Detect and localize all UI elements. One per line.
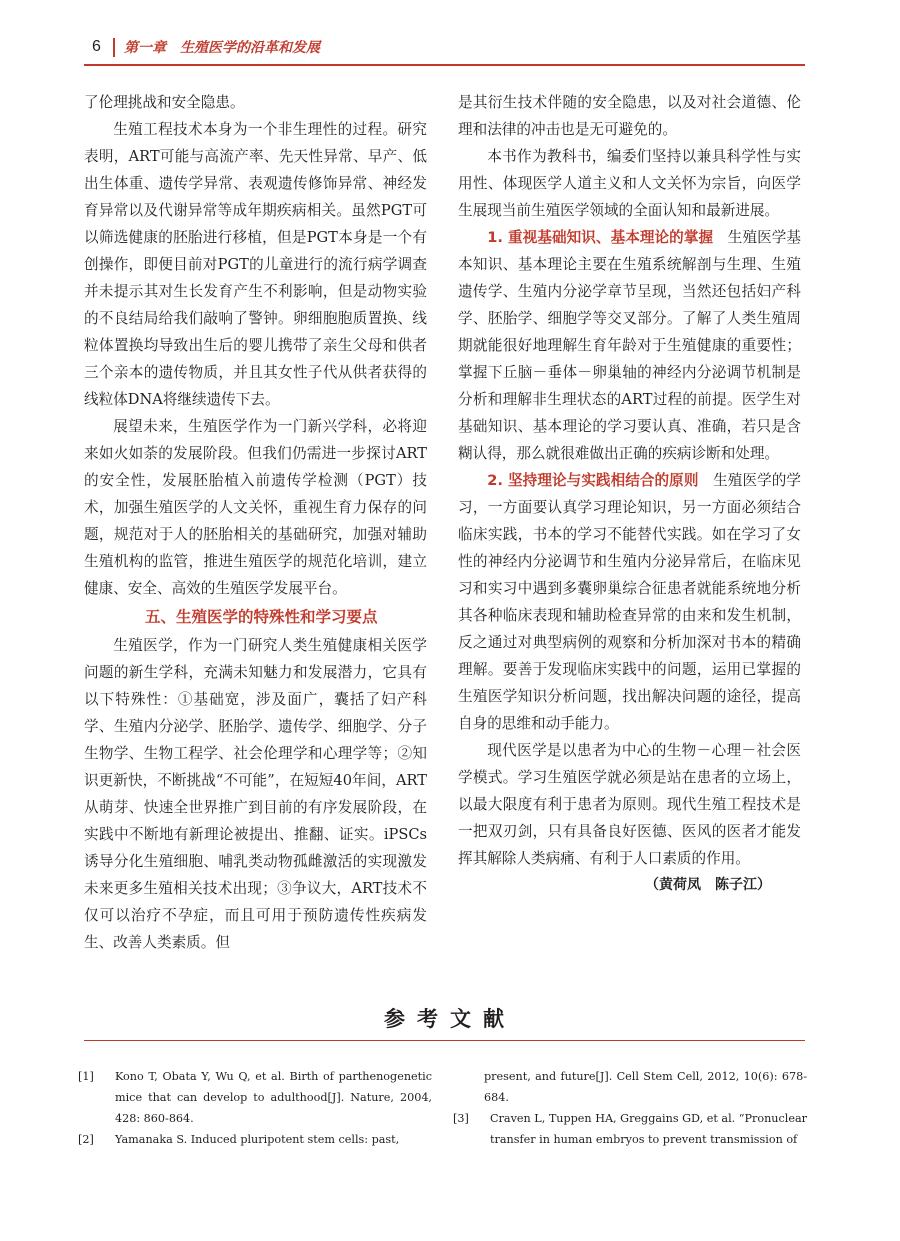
reference-number: [3]	[453, 1112, 469, 1125]
paragraph	[458, 467, 801, 737]
references-left	[78, 1066, 432, 1150]
references-right	[453, 1066, 807, 1150]
paragraph: 是其衍生技术伴随的安全隐患，以及对社会道德、伦理和法律的冲击也是无可避免的。	[458, 94, 801, 138]
reference-item	[453, 1108, 807, 1150]
reference-continuation: present, and future[J]. Cell Stem Cell, 2012, 10(6): 678-684.	[484, 1070, 807, 1104]
section-heading: 五、生殖医学的特殊性和学习要点	[145, 608, 378, 626]
point-text: 生殖医学基本知识、基本理论主要在生殖系统解剖与生理、生殖遗传学、生殖内分泌学章节呈现，当然还包括妇产科学、胚胎学、细胞学等交叉部分。了解了人类生殖周期就能很好地理解生育年龄对于生殖健康的重要性；掌握下丘脑－垂体－卵巢轴的神经内分泌调节机制是分析和理解非生理状态的ART过程的前提。医学生对基础知识、基本理论的学习要认真、准确，若只是含糊认得，那么就很难做出正确的疾病诊断和处理。	[458, 229, 801, 462]
paragraph: 生殖医学，作为一门研究人类生殖健康相关医学问题的新生学科，充满未知魅力和发展潜力，它具有以下特殊性：①基础宽，涉及面广，囊括了妇产科学、生殖内分泌学、胚胎学、遗传学、细胞学、分子生物学、生物工程学、社会伦理学和心理学等；②知识更新快，不断挑战“不可能”，在短短40年间，ART从萌芽、快速全世界推广到目前的有序发展阶段，在实践中不断地有新理论被提出、推翻、证实。iPSCs诱导分化生殖细胞、哺乳类动物孤雌激活的实现激发未来更多生殖相关技术出现；③争议大，ART技术不仅可以治疗不孕症，而且可用于预防遗传性疾病发生、改善人类素质。但	[84, 637, 427, 951]
paragraph: 本书作为教科书，编委们坚持以兼具科学性与实用性、体现医学人道主义和人文关怀为宗旨，向医学生展现当前生殖医学领域的全面认知和最新进展。	[458, 148, 801, 219]
point-heading: 1. 重视基础知识、基本理论的掌握	[487, 229, 714, 246]
reference-item	[78, 1066, 432, 1129]
reference-number: [2]	[78, 1133, 94, 1146]
reference-text: Craven L, Tuppen HA, Greggains GD, et al. “Pronuclear transfer in human embryos to prevent transmission of	[490, 1112, 807, 1146]
references-heading: 参考文献	[384, 1007, 516, 1031]
paragraph: 生殖工程技术本身为一个非生理性的过程。研究表明，ART可能与高流产率、先天性异常、早产、低出生体重、遗传学异常、表观遗传修饰异常、神经发育异常以及代谢异常等成年期疾病相关。虽然PGT可以筛选健康的胚胎进行移植，但是PGT本身是一个有创操作，即便目前对PGT的儿童进行的流行病学调查并未提示其对生长发育产生不利影响，但是动物实验的不良结局给我们敲响了警钟。卵细胞胞质置换、线粒体置换均导致出生后的婴儿携带了亲生父母和供者三个亲本的遗传物质，并且其女性子代从供者获得的线粒体DNA将继续遗传下去。	[84, 121, 427, 408]
chapter-title: 第一章 生殖医学的沿革和发展	[124, 40, 320, 56]
reference-text: Kono T, Obata Y, Wu Q, et al. Birth of parthenogenetic mice that can develop to adulthood[J]. Nature, 2004, 428: 860-864.	[115, 1070, 432, 1125]
reference-number: [1]	[78, 1070, 94, 1083]
header-rule	[84, 64, 805, 66]
page-number: 6	[92, 38, 101, 55]
paragraph	[458, 224, 801, 467]
reference-item	[78, 1129, 432, 1150]
header-divider	[113, 38, 115, 57]
left-column	[84, 89, 427, 956]
point-heading: 2. 坚持理论与实践相结合的原则	[487, 472, 699, 489]
point-text: 生殖医学的学习，一方面要认真学习理论知识，另一方面必须结合临床实践，书本的学习不能替代实践。如在学习了女性的神经内分泌调节和生殖内分泌异常后，在临床见习和实习中遇到多囊卵巢综合征患者就能系统地分析其各种临床表现和辅助检查异常的由来和发生机制，反之通过对典型病例的观察和分析加深对书本的精确理解。要善于发现临床实践中的问题，运用已掌握的生殖医学知识分析问题，找出解决问题的途径，提高自身的思维和动手能力。	[458, 472, 801, 732]
paragraph: 展望未来，生殖医学作为一门新兴学科，必将迎来如火如荼的发展阶段。但我们仍需进一步探讨ART的安全性，发展胚胎植入前遗传学检测（PGT）技术，加强生殖医学的人文关怀，重视生育力保存的问题，规范对于人的胚胎相关的基础研究，加强对辅助生殖机构的监管，推进生殖医学的规范化培训，建立健康、安全、高效的生殖医学发展平台。	[84, 418, 427, 597]
paragraph: 了伦理挑战和安全隐患。	[84, 94, 245, 111]
page-header	[84, 36, 805, 62]
references-rule	[84, 1040, 805, 1041]
paragraph: 现代医学是以患者为中心的生物－心理－社会医学模式。学习生殖医学就必须是站在患者的立场上，以最大限度有利于患者为原则。现代生殖工程技术是一把双刃剑，只有具备良好医德、医风的医者才能发挥其解除人类病痛、有利于人口素质的作用。	[458, 742, 801, 867]
reference-text: Yamanaka S. Induced pluripotent stem cells: past,	[115, 1133, 400, 1146]
authors: （黄荷凤 陈子江）	[645, 877, 771, 893]
right-column	[458, 89, 801, 899]
